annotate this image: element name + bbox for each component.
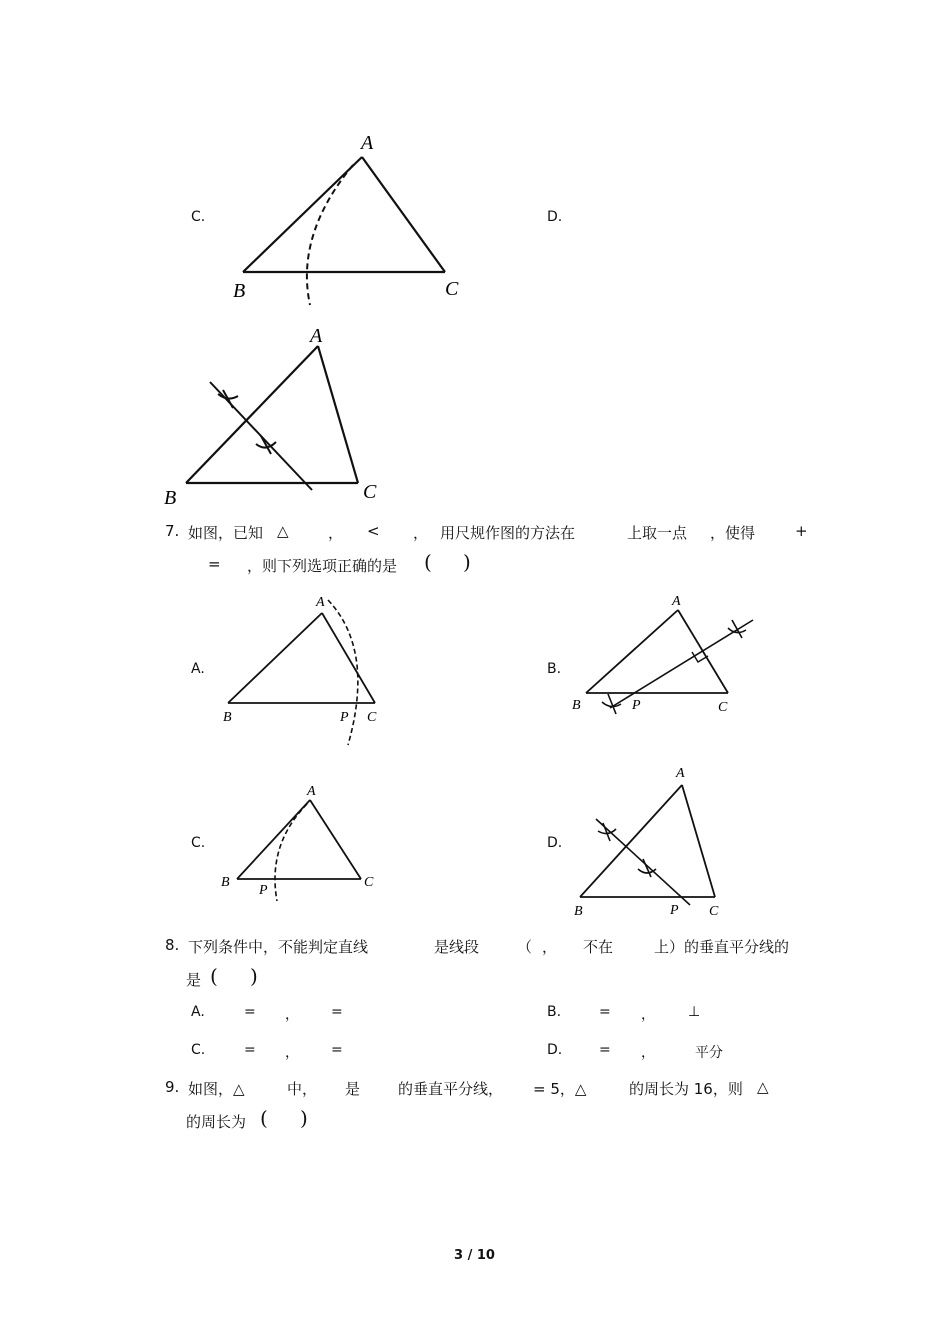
- q8-text: ，: [542, 938, 558, 956]
- q8-option-c-label: C.: [191, 1042, 206, 1058]
- svg-text:P: P: [340, 710, 349, 725]
- q6-figure-c: [225, 125, 475, 310]
- q8-option-d-text: =: [599, 1042, 611, 1058]
- svg-text:A: A: [676, 766, 685, 781]
- answer-paren-close: ): [300, 1106, 308, 1130]
- answer-paren-open: (: [260, 1106, 268, 1130]
- q8-option-d-text: ，: [641, 1045, 655, 1061]
- side-ab: [243, 157, 362, 272]
- answer-paren-close: ): [463, 550, 471, 574]
- svg-text:A: A: [672, 594, 681, 609]
- q7-text: ，则下列选项正确的是: [247, 557, 398, 575]
- q7-option-c-label: C.: [191, 835, 206, 851]
- q8-option-c-text: =: [331, 1042, 343, 1058]
- svg-text:B: B: [221, 875, 230, 890]
- svg-text:C: C: [363, 481, 377, 503]
- q7-text: 用尺规作图的方法在: [440, 524, 576, 542]
- svg-text:B: B: [164, 487, 177, 509]
- q9-number: 9.: [165, 1078, 180, 1096]
- q7-text: ，: [413, 524, 429, 542]
- q8-option-d-label: D.: [547, 1042, 563, 1058]
- svg-text:B: B: [574, 904, 583, 919]
- q7-text: +: [795, 522, 808, 540]
- svg-text:P: P: [632, 698, 641, 713]
- q8-option-a-text: ，: [285, 1007, 299, 1023]
- q7-figure-a: [215, 590, 395, 750]
- q8-option-c-text: ，: [285, 1045, 299, 1061]
- q6-figure-d: [160, 318, 395, 513]
- q7-figure-c: [215, 775, 395, 915]
- answer-paren-open: (: [210, 964, 218, 988]
- q7-text: <: [367, 522, 380, 540]
- q9-text: 的垂直平分线，: [398, 1080, 504, 1098]
- q8-option-a-text: =: [244, 1004, 256, 1020]
- q7-text: △: [277, 522, 289, 540]
- svg-text:P: P: [259, 883, 268, 898]
- q9-text: = 5，△: [533, 1080, 587, 1098]
- q8-option-a-text: =: [331, 1004, 343, 1020]
- q7-text: 上取一点: [627, 524, 688, 542]
- q7-text: ，使得: [710, 524, 756, 542]
- svg-text:C: C: [364, 875, 374, 890]
- q8-number: 8.: [165, 936, 180, 954]
- label-b: B: [233, 280, 246, 302]
- svg-text:A: A: [310, 325, 323, 347]
- q7-option-d-label: D.: [547, 835, 563, 851]
- q8-text: （: [517, 938, 533, 956]
- side-ac: [362, 157, 445, 272]
- q8-option-c-text: =: [244, 1042, 256, 1058]
- arc-mark-2: [256, 436, 276, 454]
- q7-figure-b: [568, 590, 763, 750]
- q7-figure-d: [568, 765, 738, 925]
- q8-option-a-label: A.: [191, 1004, 205, 1020]
- arc: [307, 165, 353, 305]
- q8-option-b-label: B.: [547, 1004, 562, 1020]
- answer-paren-open: (: [424, 550, 432, 574]
- q9-text: 的周长为 16，则: [629, 1080, 743, 1098]
- q8-option-b-text: ⊥: [688, 1004, 701, 1020]
- q8-text: 上）的垂直平分线的: [654, 938, 790, 956]
- svg-text:C: C: [718, 700, 728, 715]
- svg-text:B: B: [572, 698, 581, 713]
- q9-text: 的周长为: [186, 1113, 247, 1131]
- label-a: A: [361, 132, 374, 154]
- q8-option-b-text: =: [599, 1004, 611, 1020]
- svg-text:C: C: [709, 904, 719, 919]
- label-c: C: [445, 278, 459, 300]
- svg-text:A: A: [316, 595, 325, 610]
- q8-text: 是: [186, 971, 202, 989]
- q8-text: 是线段: [434, 938, 480, 956]
- q9-text: 中，: [287, 1080, 318, 1098]
- q6-option-d-label: D.: [547, 209, 563, 225]
- svg-text:P: P: [670, 903, 679, 918]
- q9-text: 如图，△: [188, 1080, 245, 1098]
- answer-paren-close: ): [250, 964, 258, 988]
- q8-text: 下列条件中，不能判定直线: [188, 938, 369, 956]
- svg-text:B: B: [223, 710, 232, 725]
- q7-text: 如图，已知: [188, 524, 264, 542]
- svg-text:C: C: [367, 710, 377, 725]
- q7-option-b-label: B.: [547, 661, 562, 677]
- q6-option-c-label: C.: [191, 209, 206, 225]
- q8-option-d-text: 平分: [695, 1045, 723, 1061]
- page-number: 3 / 10: [454, 1248, 495, 1263]
- q7-text: =: [208, 555, 221, 573]
- q8-text: 不在: [583, 938, 614, 956]
- svg-text:A: A: [307, 784, 316, 799]
- q9-text: △: [757, 1078, 769, 1096]
- q8-option-b-text: ，: [641, 1007, 655, 1023]
- q7-text: ，: [328, 524, 344, 542]
- q7-option-a-label: A.: [191, 661, 205, 677]
- q7-number: 7.: [165, 522, 180, 540]
- q9-text: 是: [345, 1080, 361, 1098]
